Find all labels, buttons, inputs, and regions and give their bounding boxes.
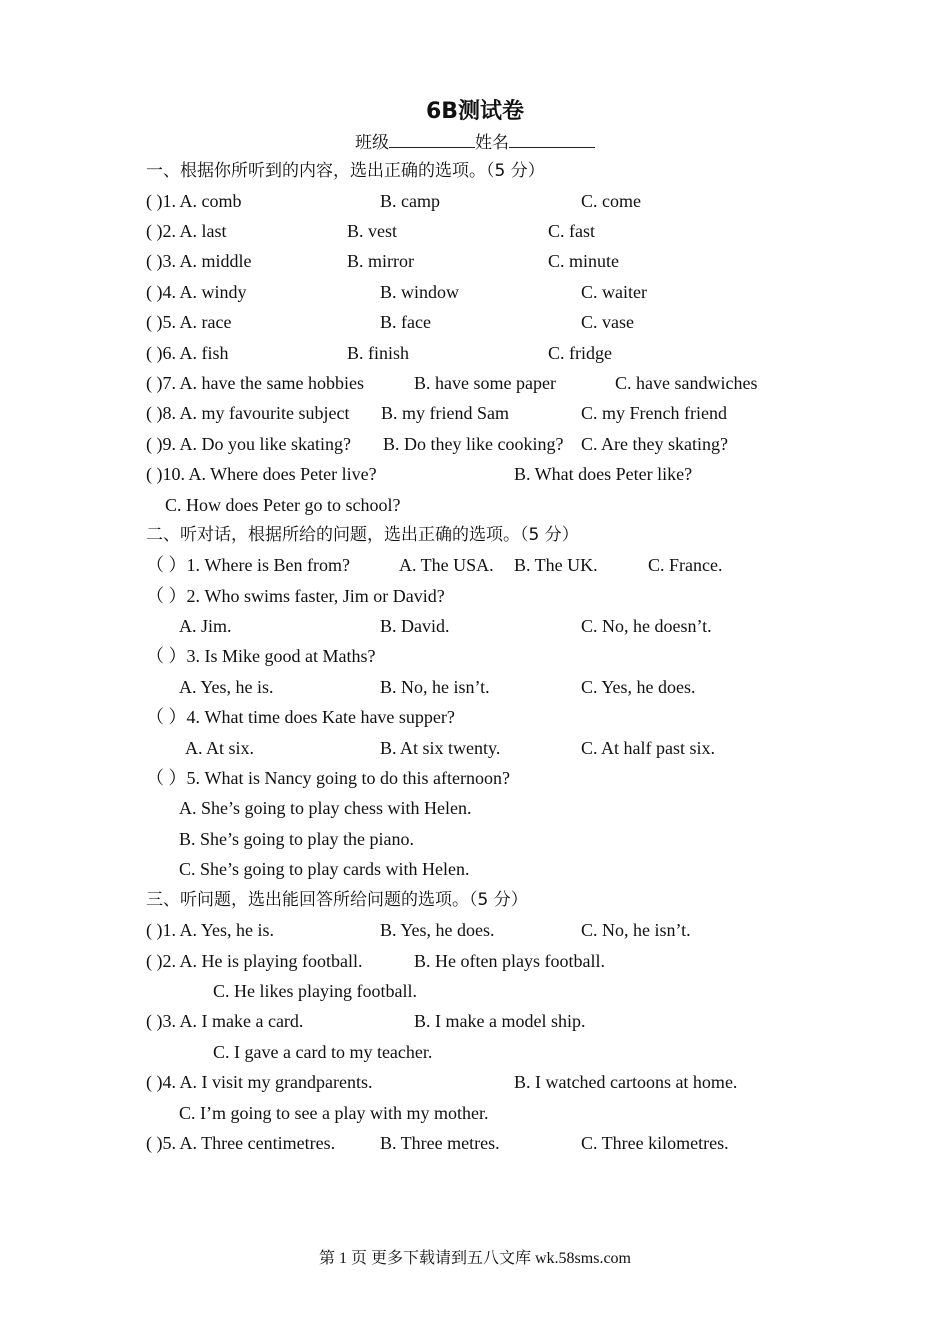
option-c: C. At half past six.	[581, 738, 715, 758]
class-blank	[389, 133, 475, 148]
option-b: B. Yes, he does.	[380, 920, 495, 940]
q-stem: ( )4. A. windy	[146, 282, 247, 302]
s1-question-3	[0, 248, 950, 274]
option-c: C. my French friend	[581, 403, 727, 423]
option-c: C. have sandwiches	[615, 373, 758, 393]
s2-question-4: （ ）4. What time does Kate have supper?	[146, 707, 455, 727]
s3-question-3	[0, 1008, 950, 1034]
option-c: C. fridge	[548, 343, 612, 363]
s1-question-4	[0, 279, 950, 305]
s1-question-1	[0, 188, 950, 214]
option-c: C. No, he isn’t.	[581, 920, 691, 940]
option-b: B. vest	[347, 221, 398, 241]
s3-question-4	[0, 1069, 950, 1095]
s3-q4-option-c: C. I’m going to see a play with my mother.	[179, 1103, 489, 1123]
option-a: A. The USA.	[399, 555, 494, 575]
option-c: C. vase	[581, 312, 634, 332]
s3-question-1	[0, 917, 950, 943]
q-stem: ( )5. A. race	[146, 312, 232, 332]
section-1-heading: 一、根据你所听到的内容，选出正确的选项。（5 分）	[146, 161, 545, 181]
s2-q2-options	[0, 613, 950, 639]
q-stem: ( )9. A. Do you like skating?	[146, 434, 351, 454]
s2-question-5: （ ）5. What is Nancy going to do this afternoon?	[146, 768, 510, 788]
page-title: 6B测试卷	[425, 99, 525, 124]
s3-q2-option-c: C. He likes playing football.	[213, 981, 417, 1001]
q-stem: ( )3. A. middle	[146, 251, 252, 271]
section-3-heading: 三、听问题，选出能回答所给问题的选项。（5 分）	[146, 890, 528, 910]
option-c: C. Yes, he does.	[581, 677, 696, 697]
s1-question-6	[0, 340, 950, 366]
class-label: 班级	[355, 133, 389, 153]
option-c: C. Three kilometres.	[581, 1133, 729, 1153]
s1-question-9	[0, 431, 950, 457]
option-b: B. He often plays football.	[414, 951, 605, 971]
option-b: B. David.	[380, 616, 450, 636]
s1-q10-option-c: C. How does Peter go to school?	[165, 495, 401, 515]
option-a: A. Yes, he is.	[179, 677, 274, 697]
s1-question-2	[0, 218, 950, 244]
s2-question-3: （ ）3. Is Mike good at Maths?	[146, 646, 376, 666]
option-c: C. France.	[648, 555, 723, 575]
option-b: B. Do they like cooking?	[383, 434, 564, 454]
s2-q4-options	[0, 735, 950, 761]
option-b: B. I watched cartoons at home.	[514, 1072, 738, 1092]
q-stem: ( )7. A. have the same hobbies	[146, 373, 364, 393]
option-b: B. No, he isn’t.	[380, 677, 490, 697]
option-b: B. have some paper	[414, 373, 556, 393]
s1-question-5	[0, 309, 950, 335]
name-blank	[509, 133, 595, 148]
q-stem: ( )10. A. Where does Peter live?	[146, 464, 377, 484]
s1-question-8	[0, 400, 950, 426]
q-stem: （ ）1. Where is Ben from?	[146, 555, 350, 575]
option-b: B. my friend Sam	[381, 403, 509, 423]
option-b: B. camp	[380, 191, 440, 211]
option-b: B. What does Peter like?	[514, 464, 693, 484]
option-c: C. No, he doesn’t.	[581, 616, 712, 636]
s3-q3-option-c: C. I gave a card to my teacher.	[213, 1042, 433, 1062]
option-b: B. At six twenty.	[380, 738, 501, 758]
q-stem: ( )1. A. comb	[146, 191, 242, 211]
q-stem: ( )2. A. He is playing football.	[146, 951, 363, 971]
s3-question-2	[0, 948, 950, 974]
option-c: C. minute	[548, 251, 619, 271]
q-stem: ( )1. A. Yes, he is.	[146, 920, 275, 940]
option-b: B. Three metres.	[380, 1133, 500, 1153]
section-2-heading: 二、听对话，根据所给的问题，选出正确的选项。（5 分）	[146, 525, 579, 545]
option-b: B. face	[380, 312, 431, 332]
option-a: A. Jim.	[179, 616, 232, 636]
student-info	[0, 128, 950, 153]
option-b: B. finish	[347, 343, 410, 363]
q-stem: ( )5. A. Three centimetres.	[146, 1133, 336, 1153]
option-c: C. Are they skating?	[581, 434, 728, 454]
option-b: B. The UK.	[514, 555, 598, 575]
q-stem: ( )2. A. last	[146, 221, 227, 241]
s1-question-10	[0, 461, 950, 487]
s3-question-5	[0, 1130, 950, 1156]
s2-q5-option-c: C. She’s going to play cards with Helen.	[179, 859, 470, 879]
option-c: C. waiter	[581, 282, 647, 302]
option-b: B. I make a model ship.	[414, 1011, 586, 1031]
s2-q3-options	[0, 674, 950, 700]
q-stem: ( )4. A. I visit my grandparents.	[146, 1072, 373, 1092]
option-b: B. window	[380, 282, 460, 302]
s2-question-1	[0, 552, 950, 578]
option-a: A. At six.	[185, 738, 255, 758]
name-label: 姓名	[475, 133, 509, 153]
s1-question-7	[0, 370, 950, 396]
q-stem: ( )6. A. fish	[146, 343, 229, 363]
page-footer: 第 1 页 更多下载请到五八文库 wk.58sms.com	[318, 1250, 631, 1267]
option-c: C. fast	[548, 221, 595, 241]
q-stem: ( )3. A. I make a card.	[146, 1011, 304, 1031]
option-c: C. come	[581, 191, 641, 211]
s2-q5-option-b: B. She’s going to play the piano.	[179, 829, 414, 849]
option-b: B. mirror	[347, 251, 414, 271]
s2-question-2: （ ）2. Who swims faster, Jim or David?	[146, 586, 445, 606]
q-stem: ( )8. A. my favourite subject	[146, 403, 350, 423]
s2-q5-option-a: A. She’s going to play chess with Helen.	[179, 798, 472, 818]
